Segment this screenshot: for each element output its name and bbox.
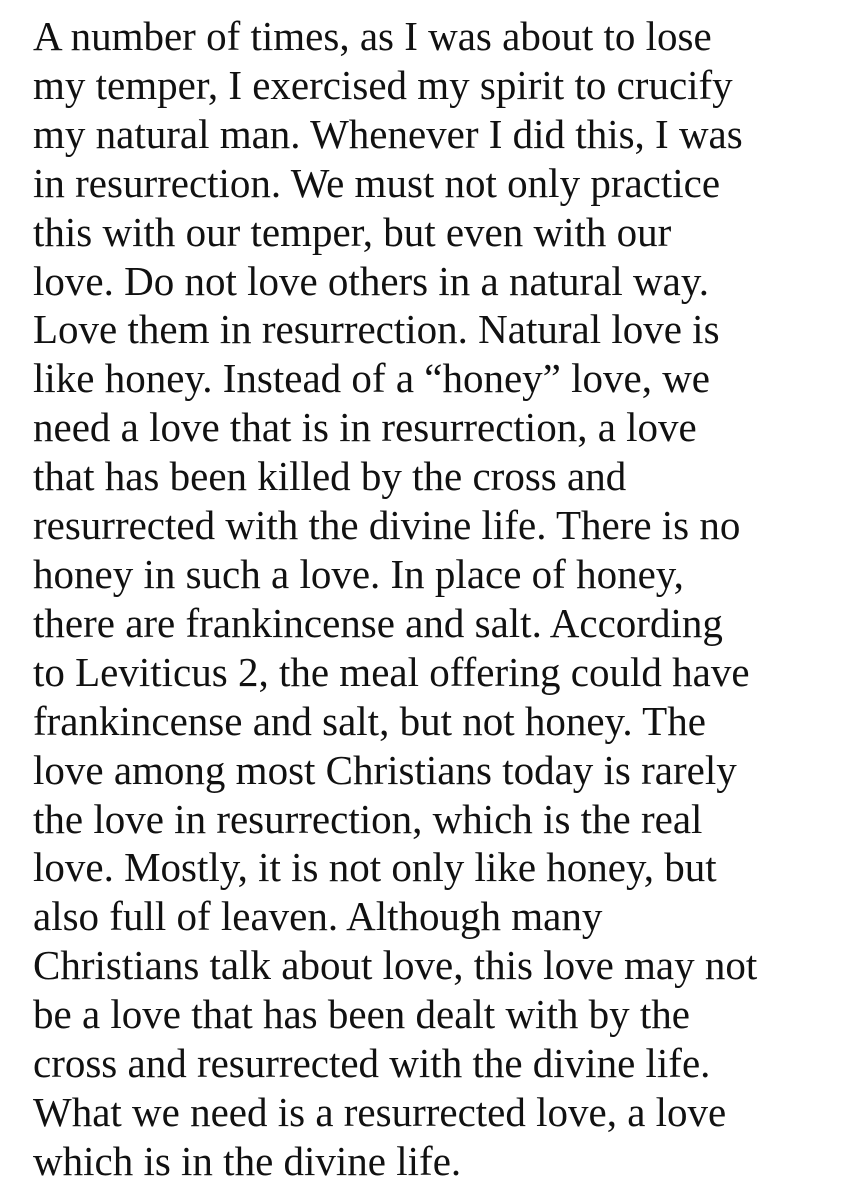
text-line: my natural man. Whenever I did this, I was: [33, 110, 743, 157]
text-line: like honey. Instead of a “honey” love, we: [33, 355, 711, 402]
text-line: frankincense and salt, but not honey. The: [33, 697, 706, 744]
text-line: What we need is a resurrected love, a love: [33, 1088, 727, 1135]
text-line: cross and resurrected with the divine life.: [33, 1040, 711, 1087]
text-line: this with our temper, but even with our: [33, 208, 672, 255]
text-line: Love them in resurrection. Natural love is: [33, 306, 720, 353]
text-line: in resurrection. We must not only practice: [33, 159, 721, 206]
text-line: need a love that is in resurrection, a love: [33, 404, 697, 451]
text-line: which is in the divine life.: [33, 1137, 462, 1184]
text-line: resurrected with the divine life. There is no: [33, 502, 741, 549]
text-line: honey in such a love. In place of honey,: [33, 550, 684, 597]
text-line: A number of times, as I was about to lose: [33, 13, 712, 59]
text-line: to Leviticus 2, the meal offering could have: [33, 648, 750, 695]
text-line: be a love that has been dealt with by the: [33, 991, 690, 1038]
text-line: my temper, I exercised my spirit to crucify: [33, 61, 733, 108]
text-line: love among most Christians today is rarely: [33, 746, 737, 793]
document-paragraph: [33, 12, 833, 1186]
text-line: that has been killed by the cross and: [33, 453, 627, 500]
text-line: the love in resurrection, which is the real: [33, 795, 703, 842]
text-line: there are frankincense and salt. According: [33, 599, 723, 646]
text-line: love. Mostly, it is not only like honey, but: [33, 844, 717, 891]
text-line: also full of leaven. Although many: [33, 893, 603, 940]
text-line: Christians talk about love, this love may not: [33, 942, 758, 989]
text-line: love. Do not love others in a natural way.: [33, 257, 709, 304]
